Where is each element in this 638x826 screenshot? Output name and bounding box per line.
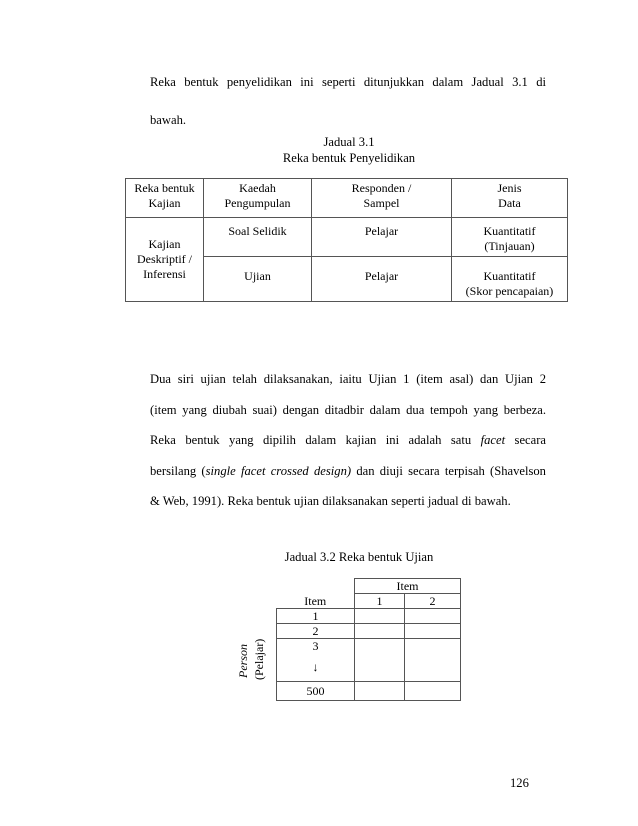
table-row: 500 — [277, 682, 461, 701]
person-side-label: Person (Pelajar) — [236, 638, 266, 680]
body-line-1: Dua siri ujian telah dilaksanakan, iaitu Ujian 1 (item asal) dan Ujian 2 — [150, 372, 546, 386]
table-header-row — [126, 179, 568, 218]
body-line-3: Reka bentuk yang dipilih dalam kajian ini adalah satu facet secara — [150, 433, 547, 447]
item-group-header: Item — [355, 579, 461, 594]
responden-cell: Pelajar — [312, 218, 452, 257]
down-arrow-icon: ↓ — [277, 653, 355, 682]
table31-title: Jadual 3.1 — [323, 135, 375, 149]
data-cell: Kuantitatif (Skor pencapaian) — [452, 257, 568, 302]
kaedah-cell: Soal Selidik — [204, 218, 312, 257]
table31-subtitle: Reka bentuk Penyelidikan — [282, 151, 416, 165]
body-line-4: bersilang (single facet crossed design) dan diuji secara terpisah (Shavelson — [150, 464, 546, 478]
body-line-5: & Web, 1991). Reka bentuk ujian dilaksanakan seperti jadual di bawah. — [150, 494, 511, 508]
page-number: 126 — [510, 776, 529, 790]
body-line-2: (item yang diubah suai) dengan ditadbir dalam dua tempoh yang berbeza. — [150, 403, 546, 417]
table32-title: Jadual 3.2 Reka bentuk Ujian — [284, 550, 434, 564]
table-row: 2 — [277, 624, 461, 639]
table-row — [277, 653, 461, 682]
kaedah-cell: Ujian — [204, 257, 312, 302]
header-reka-bentuk: Reka bentuk Kajian — [126, 179, 204, 218]
table-row: 3 — [277, 639, 461, 654]
table-row — [126, 218, 568, 257]
item-col-1: 1 — [355, 594, 405, 609]
table-row: 1 — [277, 609, 461, 624]
test-design-table — [276, 578, 461, 701]
responden-cell: Pelajar — [312, 257, 452, 302]
intro-line-2: bawah. — [150, 113, 187, 127]
data-cell: Kuantitatif (Tinjauan) — [452, 218, 568, 257]
header-jenis-data: Jenis Data — [452, 179, 568, 218]
kajian-cell: Kajian Deskriptif / Inferensi — [126, 218, 204, 302]
intro-line-1: Reka bentuk penyelidikan ini seperti ditunjukkan dalam Jadual 3.1 di — [150, 75, 546, 89]
item-row-header: Item — [304, 593, 327, 608]
header-responden: Responden / Sampel — [312, 179, 452, 218]
header-kaedah: Kaedah Pengumpulan — [204, 179, 312, 218]
item-col-2: 2 — [405, 594, 461, 609]
research-design-table — [125, 178, 568, 302]
